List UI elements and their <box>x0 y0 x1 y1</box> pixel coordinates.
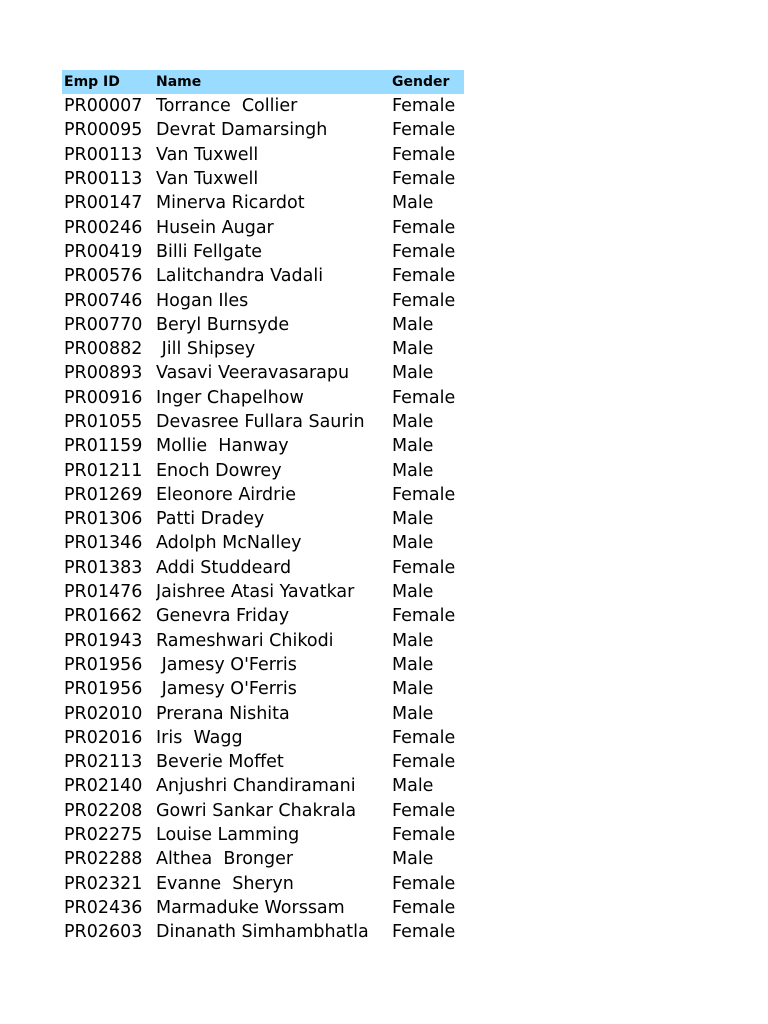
cell-emp-id: PR01211 <box>64 460 143 481</box>
cell-emp-id: PR00246 <box>64 217 143 238</box>
table-row <box>62 361 464 385</box>
cell-name: Devrat Damarsingh <box>156 120 328 141</box>
table-row <box>62 920 464 944</box>
cell-emp-id: PR02321 <box>64 873 143 894</box>
cell-emp-id: PR01943 <box>64 630 143 651</box>
table-row <box>62 264 464 288</box>
cell-name: Inger Chapelhow <box>156 387 304 408</box>
table-header <box>62 70 464 94</box>
cell-name: Eleonore Airdrie <box>156 484 296 505</box>
cell-emp-id: PR01956 <box>64 679 143 700</box>
cell-gender: Female <box>392 290 456 311</box>
table-row <box>62 167 464 191</box>
cell-name: Van Tuxwell <box>156 169 259 190</box>
cell-emp-id: PR00147 <box>64 193 143 214</box>
table-row <box>62 604 464 628</box>
cell-name: Lalitchandra Vadali <box>156 266 324 287</box>
cell-gender: Male <box>392 630 434 651</box>
cell-gender: Female <box>392 120 456 141</box>
cell-name: Gowri Sankar Chakrala <box>156 800 357 821</box>
cell-name: Evanne Sheryn <box>156 873 294 894</box>
header-name: Name <box>156 74 202 90</box>
cell-name: Jamesy O'Ferris <box>156 679 297 700</box>
cell-emp-id: PR02010 <box>64 703 143 724</box>
cell-name: Louise Lamming <box>156 825 300 846</box>
cell-emp-id: PR02016 <box>64 727 143 748</box>
cell-name: Vasavi Veeravasarapu <box>156 363 350 384</box>
cell-emp-id: PR01346 <box>64 533 143 554</box>
cell-name: Jaishree Atasi Yavatkar <box>156 582 355 603</box>
cell-emp-id: PR01476 <box>64 582 143 603</box>
table-row <box>62 507 464 531</box>
table-row <box>62 701 464 725</box>
table-row <box>62 823 464 847</box>
cell-name: Althea Bronger <box>156 849 294 870</box>
cell-name: Dinanath Simhambhatla <box>156 922 369 943</box>
cell-gender: Female <box>392 96 456 117</box>
table-row <box>62 337 464 361</box>
table-row <box>62 94 464 118</box>
cell-emp-id: PR02113 <box>64 752 143 773</box>
table-row <box>62 434 464 458</box>
table-row <box>62 143 464 167</box>
cell-emp-id: PR02140 <box>64 776 143 797</box>
cell-gender: Male <box>392 314 434 335</box>
cell-gender: Male <box>392 679 434 700</box>
cell-emp-id: PR00113 <box>64 169 143 190</box>
cell-gender: Female <box>392 897 456 918</box>
cell-name: Beryl Burnsyde <box>156 314 290 335</box>
table-row <box>62 288 464 312</box>
cell-emp-id: PR00576 <box>64 266 143 287</box>
cell-name: Adolph McNalley <box>156 533 302 554</box>
cell-name: Billi Fellgate <box>156 241 263 262</box>
cell-emp-id: PR02275 <box>64 825 143 846</box>
cell-gender: Male <box>392 703 434 724</box>
table-row <box>62 580 464 604</box>
cell-gender: Female <box>392 217 456 238</box>
cell-gender: Female <box>392 387 456 408</box>
cell-gender: Male <box>392 509 434 530</box>
cell-name: Beverie Moffet <box>156 752 284 773</box>
cell-gender: Male <box>392 776 434 797</box>
cell-name: Jill Shipsey <box>156 339 256 360</box>
cell-emp-id: PR00916 <box>64 387 143 408</box>
cell-name: Genevra Friday <box>156 606 290 627</box>
table-row <box>62 629 464 653</box>
cell-name: Prerana Nishita <box>156 703 290 724</box>
cell-gender: Male <box>392 412 434 432</box>
cell-gender: Female <box>392 266 456 287</box>
table-row <box>62 872 464 896</box>
cell-name: Husein Augar <box>156 217 274 238</box>
cell-emp-id: PR00893 <box>64 363 143 384</box>
cell-emp-id: PR01306 <box>64 509 143 530</box>
cell-gender: Female <box>392 241 456 262</box>
cell-gender: Male <box>392 363 434 384</box>
table-row <box>62 458 464 482</box>
cell-name: Devasree Fullara Saurin <box>156 412 365 432</box>
cell-emp-id: PR00095 <box>64 120 143 141</box>
cell-emp-id: PR00746 <box>64 290 143 311</box>
table-row <box>62 386 464 410</box>
cell-gender: Female <box>392 727 456 748</box>
table-row <box>62 118 464 142</box>
table-row <box>62 774 464 798</box>
cell-emp-id: PR02436 <box>64 897 143 918</box>
cell-emp-id: PR02603 <box>64 922 143 943</box>
cell-emp-id: PR00419 <box>64 241 143 262</box>
cell-emp-id: PR00770 <box>64 314 143 335</box>
cell-gender: Male <box>392 654 434 675</box>
cell-gender: Male <box>392 849 434 870</box>
cell-emp-id: PR02288 <box>64 849 143 870</box>
cell-gender: Male <box>392 533 434 554</box>
cell-gender: Female <box>392 873 456 894</box>
cell-emp-id: PR02208 <box>64 800 143 821</box>
cell-name: Rameshwari Chikodi <box>156 630 334 651</box>
cell-gender: Female <box>392 922 456 943</box>
cell-gender: Female <box>392 169 456 190</box>
header-gender: Gender <box>392 74 450 90</box>
cell-gender: Female <box>392 557 456 578</box>
table-row <box>62 191 464 215</box>
table-body <box>62 94 464 944</box>
employee-table <box>62 70 464 944</box>
table-row <box>62 215 464 239</box>
table-row <box>62 677 464 701</box>
cell-gender: Female <box>392 606 456 627</box>
cell-gender: Male <box>392 436 434 457</box>
cell-gender: Male <box>392 339 434 360</box>
cell-gender: Female <box>392 752 456 773</box>
cell-gender: Male <box>392 582 434 603</box>
cell-emp-id: PR00113 <box>64 144 143 165</box>
table-row <box>62 847 464 871</box>
cell-name: Enoch Dowrey <box>156 460 282 481</box>
cell-gender: Female <box>392 484 456 505</box>
cell-emp-id: PR01383 <box>64 557 143 578</box>
cell-emp-id: PR01956 <box>64 654 143 675</box>
table-row <box>62 896 464 920</box>
cell-name: Mollie Hanway <box>156 436 289 457</box>
cell-name: Anjushri Chandiramani <box>156 776 356 797</box>
cell-emp-id: PR01055 <box>64 412 143 432</box>
cell-name: Jamesy O'Ferris <box>156 654 297 675</box>
cell-name: Marmaduke Worssam <box>156 897 345 918</box>
cell-emp-id: PR01159 <box>64 436 143 457</box>
cell-name: Patti Dradey <box>156 509 265 530</box>
cell-name: Addi Studdeard <box>156 557 292 578</box>
cell-gender: Male <box>392 460 434 481</box>
table-row <box>62 531 464 555</box>
table-row <box>62 240 464 264</box>
cell-name: Torrance Collier <box>156 96 298 117</box>
header-emp-id: Emp ID <box>64 74 120 90</box>
cell-name: Hogan Iles <box>156 290 249 311</box>
table-row <box>62 653 464 677</box>
cell-name: Iris Wagg <box>156 727 243 748</box>
cell-name: Van Tuxwell <box>156 144 259 165</box>
table-row <box>62 410 464 434</box>
table-row <box>62 750 464 774</box>
table-row <box>62 483 464 507</box>
cell-emp-id: PR00007 <box>64 96 143 117</box>
table-row <box>62 556 464 580</box>
table-row <box>62 313 464 337</box>
cell-emp-id: PR01269 <box>64 484 143 505</box>
cell-gender: Female <box>392 825 456 846</box>
cell-gender: Female <box>392 144 456 165</box>
cell-gender: Male <box>392 193 434 214</box>
cell-emp-id: PR01662 <box>64 606 143 627</box>
cell-gender: Female <box>392 800 456 821</box>
cell-name: Minerva Ricardot <box>156 193 305 214</box>
cell-emp-id: PR00882 <box>64 339 143 360</box>
table-row <box>62 726 464 750</box>
table-row <box>62 799 464 823</box>
